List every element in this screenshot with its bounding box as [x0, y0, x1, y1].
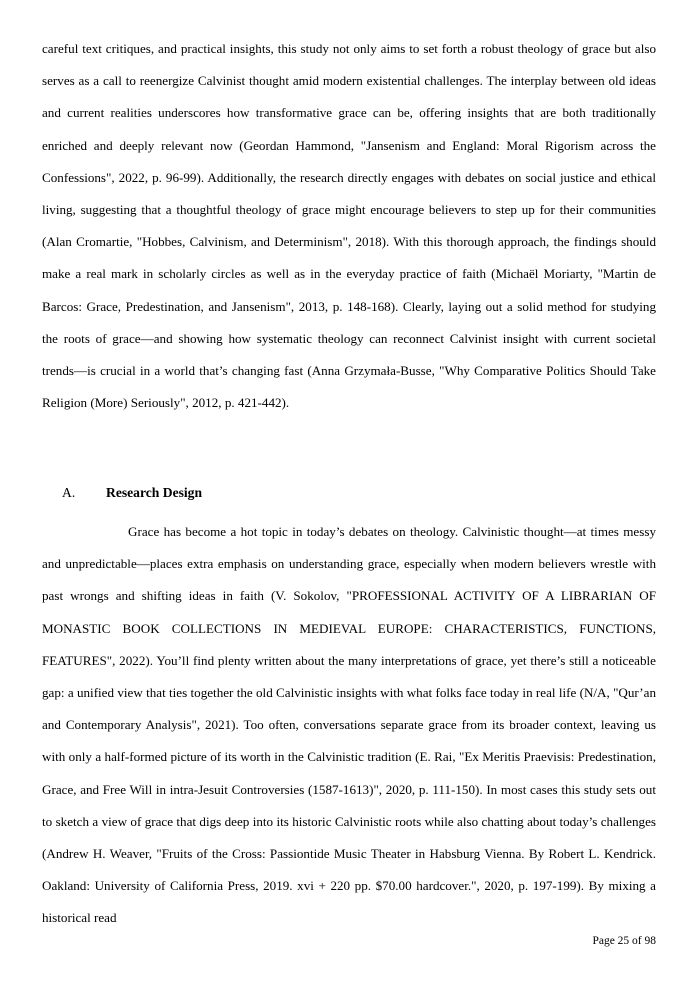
section-heading: [62, 477, 202, 509]
body-paragraph-continued: careful text critiques, and practical insights, this study not only aims to set forth a robust theology of grace but also serves as a call to reenergize Calvinist thought amid modern existential challenges. The interplay between old ideas and current realities underscores how transformative grace can be, offering insights that are both traditionally enriched and deeply relevant now (Geordan Hammond, "Jansenism and England: Moral Rigorism across the Confessions", 2022, p. 96-99). Additionally, the research directly engages with debates on social justice and ethical living, suggesting that a thoughtful theology of grace might encourage believers to step up for their communities (Alan Cromartie, "Hobbes, Calvinism, and Determinism", 2018). With this thorough approach, the findings should make a real mark in scholarly circles as well as in the everyday practice of faith (Michaël Moriarty, "Martin de Barcos: Grace, Predestination, and Jansenism", 2013, p. 148-168). Clearly, laying out a solid method for studying the roots of grace—and showing how systematic theology can reconnect Calvinist insight with current societal trends—is crucial in a world that’s changing fast (Anna Grzymała-Busse, "Why Comparative Politics Should Take Religion (More) Seriously", 2012, p. 421-442).: [42, 41, 656, 411]
page-number: Page 25 of 98: [592, 935, 656, 947]
section-number: A.: [62, 485, 76, 500]
body-paragraph: Grace has become a hot topic in today’s debates on theology. Calvinistic thought—at times messy and unpredictable—places extra emphasis on understanding grace, especially when modern believers wrestle with past wrongs and shifting ideas in faith (V. Sokolov, "PROFESSIONAL ACTIVITY OF A LIBRARIAN OF MONASTIC BOOK COLLECTIONS IN MEDIEVAL EUROPE: CHARACTERISTICS, FUNCTIONS, FEATURES", 2022). You’ll find plenty written about the many interpretations of grace, yet there’s still a noticeable gap: a unified view that ties together the old Calvinistic insights with what folks face today in real life (N/A, "Qur’an and Contemporary Analysis", 2021). Too often, conversations separate grace from its broader context, leaving us with only a half-formed picture of its worth in the Calvinistic tradition (E. Rai, "Ex Meritis Praevisis: Predestination, Grace, and Free Will in intra-Jesuit Controversies (1587-1613)", 2020, p. 111-150). In most cases this study sets out to sketch a view of grace that digs deep into its historic Calvinistic roots while also chatting about today’s challenges (Andrew H. Weaver, "Fruits of the Cross: Passiontide Music Theater in Habsburg Vienna. By Robert L. Kendrick. Oakland: University of California Press, 2019. xvi + 220 pp. $70.00 hardcover.", 2020, p. 197-199). By mixing a historical read: [42, 524, 656, 926]
section-title: Research Design: [106, 485, 203, 500]
